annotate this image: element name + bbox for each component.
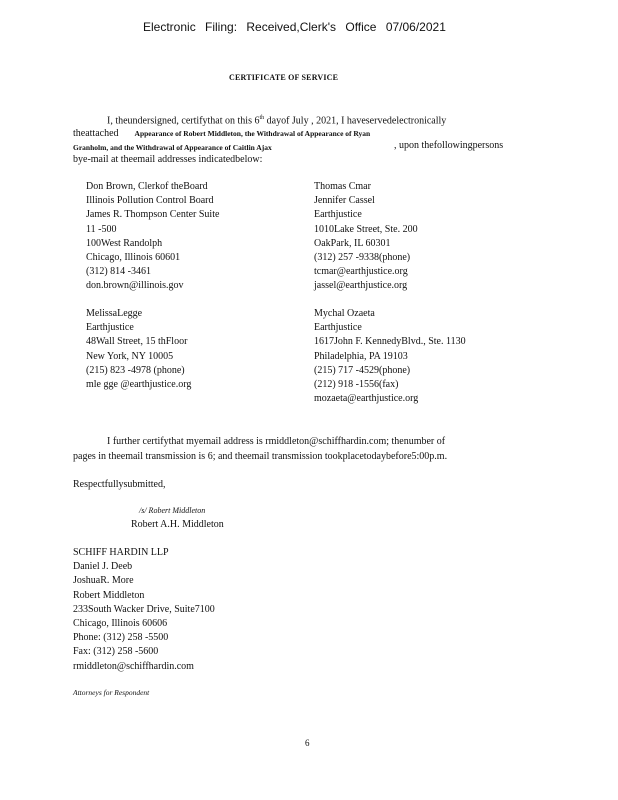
firm-block (73, 546, 215, 674)
recipient-line: 1010Lake Street, Ste. 200 (314, 223, 418, 235)
signer-name: Robert A.H. Middleton (131, 519, 224, 530)
recipient-line: (312) 257 -9338(phone) (314, 252, 411, 264)
electronic-signature: /s/ Robert Middleton (139, 506, 206, 515)
recipient-line: Don Brown, Clerkof theBoard (86, 181, 208, 192)
intro-line-1 (107, 111, 446, 125)
recipient-line: Chicago, Illinois 60601 (86, 252, 181, 264)
further-line-2: pages in theemail transmission is 6; and theemail transmission tookplacetodaybefore5:00p.m. (73, 451, 448, 462)
recipient-line: Philadelphia, PA 19103 (314, 350, 408, 362)
recipient-line: 48Wall Street, 15 thFloor (86, 336, 188, 348)
intro-documents-line-1: Appearance of Robert Middleton, the Withdrawal of Appearance of Ryan (134, 129, 371, 138)
firm-fax: Fax: (312) 258 -5600 (73, 646, 159, 658)
recipient-line: James R. Thompson Center Suite (86, 209, 220, 221)
intro-line-3-rest: , upon thefollowingpersons (394, 140, 504, 151)
recipient-line: Illinois Pollution Control Board (86, 195, 214, 207)
recipient-line: MelissaLegge (86, 308, 143, 319)
recipient-email: mle gge @earthjustice.org (86, 379, 192, 391)
recipient-block-cmar (314, 180, 418, 294)
intro-line-4: bye-mail at theemail addresses indicatedbelow: (73, 154, 263, 165)
firm-email: rmiddleton@schiffhardin.com (73, 660, 194, 672)
recipient-email: tcmar@earthjustice.org (314, 266, 408, 278)
recipient-block-brown (86, 180, 219, 294)
firm-line: JoshuaR. More (73, 575, 134, 587)
recipient-email: mozaeta@earthjustice.org (314, 393, 419, 405)
electronic-filing-header: Electronic Filing: Received,Clerk's Office 07/06/2021 (143, 20, 446, 34)
recipient-line: (215) 717 -4529(phone) (314, 364, 411, 376)
recipient-email: jassel@earthjustice.org (314, 280, 408, 292)
recipient-line: OakPark, IL 60301 (314, 237, 391, 249)
recipient-line: 100West Randolph (86, 237, 163, 249)
intro-line-3 (73, 139, 272, 153)
intro-line-2 (73, 125, 370, 139)
recipient-email: don.brown@illinois.gov (86, 280, 184, 292)
intro-line-1-sup: th (259, 115, 265, 121)
recipient-line: Earthjustice (314, 209, 362, 221)
page-number: 6 (305, 738, 310, 748)
intro-attached-text: theattached (73, 128, 119, 139)
recipient-line: (312) 814 -3461 (86, 266, 151, 278)
firm-line: Robert Middleton (73, 589, 145, 601)
recipient-line: 11 -500 (86, 223, 117, 235)
recipient-line: New York, NY 10005 (86, 350, 174, 362)
recipient-line: Earthjustice (86, 322, 134, 334)
recipient-line: Thomas Cmar (314, 181, 371, 192)
further-line-1: I further certifythat myemail address is rmiddleton@schiffhardin.com; thenumber of (107, 436, 446, 447)
firm-line: Chicago, Illinois 60606 (73, 618, 168, 630)
recipient-block-legge (86, 307, 191, 392)
certificate-title: CERTIFICATE OF SERVICE (229, 73, 339, 82)
closing-text: Respectfullysubmitted, (73, 479, 166, 490)
firm-line: 233South Wacker Drive, Suite7100 (73, 603, 215, 615)
recipient-block-ozaeta (314, 307, 466, 406)
firm-line: Daniel J. Deeb (73, 561, 133, 573)
intro-documents-line-2: Granholm, and the Withdrawal of Appearance of Caitlin Ajax (73, 143, 272, 152)
firm-name: SCHIFF HARDIN LLP (73, 547, 169, 558)
recipient-line: Jennifer Cassel (314, 195, 375, 207)
recipient-line: 1617John F. KennedyBlvd., Ste. 1130 (314, 336, 466, 348)
recipient-line: Mychal Ozaeta (314, 308, 375, 319)
intro-line-1-rest: dayof July , 2021, I haveservedelectronically (266, 115, 447, 127)
attorneys-for-respondent: Attorneys for Respondent (73, 688, 150, 697)
recipient-line: Earthjustice (314, 322, 362, 334)
intro-line-1-text: I, theundersigned, certifythat on this 6 (107, 115, 260, 127)
firm-phone: Phone: (312) 258 -5500 (73, 632, 169, 644)
recipient-line: (215) 823 -4978 (phone) (86, 364, 185, 376)
recipient-line: (212) 918 -1556(fax) (314, 379, 399, 391)
